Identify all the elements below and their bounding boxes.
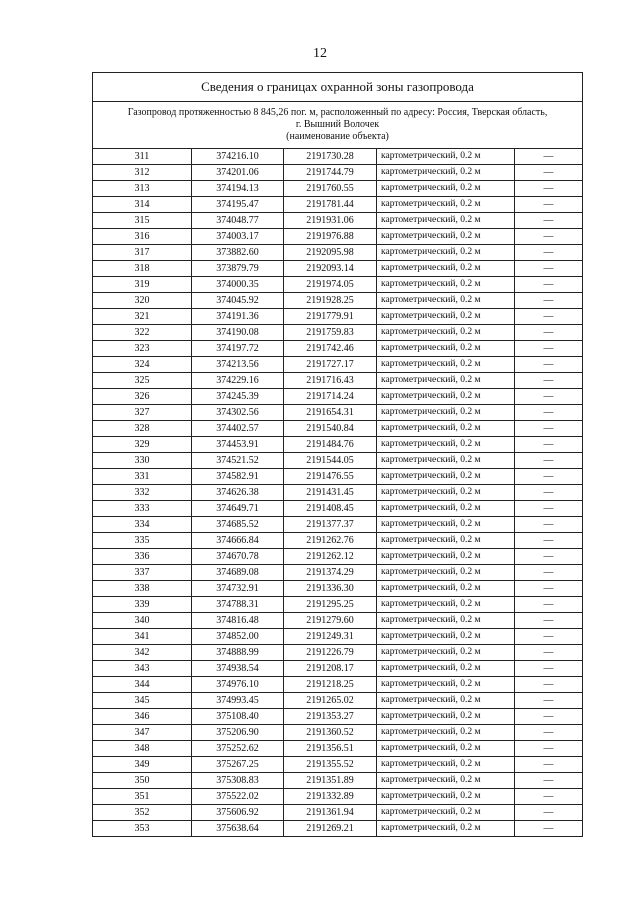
x-coordinate-cell: 374000.35 (192, 277, 284, 293)
x-coordinate-cell: 374521.52 (192, 453, 284, 469)
point-number-cell: 311 (93, 149, 192, 165)
x-coordinate-cell: 374670.78 (192, 549, 284, 565)
y-coordinate-cell: 2191295.25 (284, 597, 377, 613)
x-coordinate-cell: 375522.02 (192, 789, 284, 805)
method-accuracy-cell: картометрический, 0.2 м (377, 293, 515, 309)
method-accuracy-cell: картометрический, 0.2 м (377, 565, 515, 581)
description-cell: — (515, 677, 583, 693)
method-accuracy-cell: картометрический, 0.2 м (377, 261, 515, 277)
point-number-cell: 320 (93, 293, 192, 309)
table-row (93, 645, 583, 661)
table-row (93, 261, 583, 277)
description-cell: — (515, 325, 583, 341)
x-coordinate-cell: 374993.45 (192, 693, 284, 709)
point-number-cell: 339 (93, 597, 192, 613)
x-coordinate-cell: 374045.92 (192, 293, 284, 309)
table-row (93, 661, 583, 677)
method-accuracy-cell: картометрический, 0.2 м (377, 197, 515, 213)
table-row (93, 309, 583, 325)
point-number-cell: 342 (93, 645, 192, 661)
y-coordinate-cell: 2191931.06 (284, 213, 377, 229)
x-coordinate-cell: 374788.31 (192, 597, 284, 613)
description-cell: — (515, 549, 583, 565)
method-accuracy-cell: картометрический, 0.2 м (377, 677, 515, 693)
table-row (93, 597, 583, 613)
point-number-cell: 318 (93, 261, 192, 277)
table-row (93, 181, 583, 197)
method-accuracy-cell: картометрический, 0.2 м (377, 693, 515, 709)
point-number-cell: 327 (93, 405, 192, 421)
table-row (93, 357, 583, 373)
table-row (93, 277, 583, 293)
description-cell: — (515, 213, 583, 229)
table-row (93, 229, 583, 245)
method-accuracy-cell: картометрический, 0.2 м (377, 245, 515, 261)
method-accuracy-cell: картометрический, 0.2 м (377, 165, 515, 181)
y-coordinate-cell: 2191744.79 (284, 165, 377, 181)
method-accuracy-cell: картометрический, 0.2 м (377, 661, 515, 677)
description-cell: — (515, 389, 583, 405)
y-coordinate-cell: 2191974.05 (284, 277, 377, 293)
y-coordinate-cell: 2191353.27 (284, 709, 377, 725)
table-row (93, 581, 583, 597)
method-accuracy-cell: картометрический, 0.2 м (377, 805, 515, 821)
point-number-cell: 348 (93, 741, 192, 757)
table-row (93, 325, 583, 341)
point-number-cell: 322 (93, 325, 192, 341)
table-row (93, 165, 583, 181)
y-coordinate-cell: 2191374.29 (284, 565, 377, 581)
method-accuracy-cell: картометрический, 0.2 м (377, 405, 515, 421)
method-accuracy-cell: картометрический, 0.2 м (377, 389, 515, 405)
description-cell: — (515, 709, 583, 725)
description-cell: — (515, 485, 583, 501)
method-accuracy-cell: картометрический, 0.2 м (377, 789, 515, 805)
boundary-table (92, 72, 583, 837)
table-row (93, 533, 583, 549)
description-cell: — (515, 341, 583, 357)
method-accuracy-cell: картометрический, 0.2 м (377, 629, 515, 645)
table-row (93, 741, 583, 757)
y-coordinate-cell: 2191544.05 (284, 453, 377, 469)
x-coordinate-cell: 374938.54 (192, 661, 284, 677)
description-row (93, 102, 583, 149)
point-number-cell: 349 (93, 757, 192, 773)
y-coordinate-cell: 2191476.55 (284, 469, 377, 485)
x-coordinate-cell: 374626.38 (192, 485, 284, 501)
table-body (93, 73, 583, 837)
description-cell: — (515, 725, 583, 741)
x-coordinate-cell: 374689.08 (192, 565, 284, 581)
method-accuracy-cell: картометрический, 0.2 м (377, 821, 515, 837)
x-coordinate-cell: 374216.10 (192, 149, 284, 165)
table-row (93, 485, 583, 501)
description-cell: — (515, 805, 583, 821)
method-accuracy-cell: картометрический, 0.2 м (377, 421, 515, 437)
point-number-cell: 326 (93, 389, 192, 405)
x-coordinate-cell: 374213.56 (192, 357, 284, 373)
method-accuracy-cell: картометрический, 0.2 м (377, 741, 515, 757)
table-row (93, 757, 583, 773)
x-coordinate-cell: 374816.48 (192, 613, 284, 629)
point-number-cell: 331 (93, 469, 192, 485)
x-coordinate-cell: 374245.39 (192, 389, 284, 405)
table-row (93, 613, 583, 629)
y-coordinate-cell: 2191377.37 (284, 517, 377, 533)
description-cell: — (515, 645, 583, 661)
point-number-cell: 324 (93, 357, 192, 373)
method-accuracy-cell: картометрический, 0.2 м (377, 469, 515, 485)
x-coordinate-cell: 374190.08 (192, 325, 284, 341)
y-coordinate-cell: 2191269.21 (284, 821, 377, 837)
y-coordinate-cell: 2191976.88 (284, 229, 377, 245)
method-accuracy-cell: картометрический, 0.2 м (377, 437, 515, 453)
table-row (93, 693, 583, 709)
object-description-caption: (наименование объекта) (286, 131, 389, 142)
table-row (93, 213, 583, 229)
x-coordinate-cell: 374194.13 (192, 181, 284, 197)
method-accuracy-cell: картометрический, 0.2 м (377, 757, 515, 773)
y-coordinate-cell: 2191336.30 (284, 581, 377, 597)
point-number-cell: 344 (93, 677, 192, 693)
description-cell: — (515, 597, 583, 613)
y-coordinate-cell: 2191727.17 (284, 357, 377, 373)
description-cell: — (515, 405, 583, 421)
point-number-cell: 313 (93, 181, 192, 197)
method-accuracy-cell: картометрический, 0.2 м (377, 341, 515, 357)
description-cell: — (515, 165, 583, 181)
table-row (93, 469, 583, 485)
method-accuracy-cell: картометрический, 0.2 м (377, 613, 515, 629)
table-row (93, 293, 583, 309)
point-number-cell: 341 (93, 629, 192, 645)
table-row (93, 421, 583, 437)
x-coordinate-cell: 374191.36 (192, 309, 284, 325)
x-coordinate-cell: 374582.91 (192, 469, 284, 485)
description-cell: — (515, 517, 583, 533)
description-cell: — (515, 533, 583, 549)
y-coordinate-cell: 2191218.25 (284, 677, 377, 693)
point-number-cell: 325 (93, 373, 192, 389)
method-accuracy-cell: картометрический, 0.2 м (377, 453, 515, 469)
description-cell: — (515, 197, 583, 213)
x-coordinate-cell: 374453.91 (192, 437, 284, 453)
table-row (93, 549, 583, 565)
y-coordinate-cell: 2191654.31 (284, 405, 377, 421)
description-cell: — (515, 293, 583, 309)
point-number-cell: 338 (93, 581, 192, 597)
point-number-cell: 323 (93, 341, 192, 357)
description-cell: — (515, 277, 583, 293)
x-coordinate-cell: 374402.57 (192, 421, 284, 437)
description-cell: — (515, 629, 583, 645)
description-cell: — (515, 565, 583, 581)
description-cell: — (515, 149, 583, 165)
object-description (93, 102, 583, 149)
description-cell: — (515, 613, 583, 629)
x-coordinate-cell: 374003.17 (192, 229, 284, 245)
point-number-cell: 346 (93, 709, 192, 725)
method-accuracy-cell: картометрический, 0.2 м (377, 725, 515, 741)
x-coordinate-cell: 375267.25 (192, 757, 284, 773)
x-coordinate-cell: 374195.47 (192, 197, 284, 213)
y-coordinate-cell: 2191484.76 (284, 437, 377, 453)
y-coordinate-cell: 2191332.89 (284, 789, 377, 805)
point-number-cell: 352 (93, 805, 192, 821)
description-cell: — (515, 421, 583, 437)
method-accuracy-cell: картометрический, 0.2 м (377, 597, 515, 613)
x-coordinate-cell: 374649.71 (192, 501, 284, 517)
table-row (93, 517, 583, 533)
point-number-cell: 332 (93, 485, 192, 501)
table-row (93, 501, 583, 517)
description-cell: — (515, 453, 583, 469)
x-coordinate-cell: 374666.84 (192, 533, 284, 549)
y-coordinate-cell: 2191742.46 (284, 341, 377, 357)
table-row (93, 629, 583, 645)
table-row (93, 725, 583, 741)
table-row (93, 245, 583, 261)
point-number-cell: 333 (93, 501, 192, 517)
point-number-cell: 337 (93, 565, 192, 581)
x-coordinate-cell: 374732.91 (192, 581, 284, 597)
description-cell: — (515, 229, 583, 245)
y-coordinate-cell: 2191226.79 (284, 645, 377, 661)
table-row (93, 709, 583, 725)
method-accuracy-cell: картометрический, 0.2 м (377, 229, 515, 245)
object-description-line2: г. Вышний Волочек (295, 119, 380, 130)
point-number-cell: 321 (93, 309, 192, 325)
point-number-cell: 351 (93, 789, 192, 805)
y-coordinate-cell: 2191361.94 (284, 805, 377, 821)
x-coordinate-cell: 375308.83 (192, 773, 284, 789)
y-coordinate-cell: 2191351.89 (284, 773, 377, 789)
y-coordinate-cell: 2191716.43 (284, 373, 377, 389)
x-coordinate-cell: 374976.10 (192, 677, 284, 693)
method-accuracy-cell: картометрический, 0.2 м (377, 149, 515, 165)
point-number-cell: 314 (93, 197, 192, 213)
description-cell: — (515, 821, 583, 837)
method-accuracy-cell: картометрический, 0.2 м (377, 373, 515, 389)
description-cell: — (515, 581, 583, 597)
y-coordinate-cell: 2191208.17 (284, 661, 377, 677)
x-coordinate-cell: 374302.56 (192, 405, 284, 421)
y-coordinate-cell: 2191265.02 (284, 693, 377, 709)
y-coordinate-cell: 2191262.12 (284, 549, 377, 565)
table-row (93, 805, 583, 821)
x-coordinate-cell: 374852.00 (192, 629, 284, 645)
y-coordinate-cell: 2191360.52 (284, 725, 377, 741)
method-accuracy-cell: картометрический, 0.2 м (377, 581, 515, 597)
method-accuracy-cell: картометрический, 0.2 м (377, 485, 515, 501)
y-coordinate-cell: 2191730.28 (284, 149, 377, 165)
object-description-line1: Газопровод протяженностью 8 845,26 пог. м, расположенный по адресу: Россия, Тверская область, (127, 107, 548, 118)
table-row (93, 565, 583, 581)
point-number-cell: 329 (93, 437, 192, 453)
point-number-cell: 353 (93, 821, 192, 837)
description-cell: — (515, 357, 583, 373)
method-accuracy-cell: картометрический, 0.2 м (377, 709, 515, 725)
description-cell: — (515, 501, 583, 517)
table-title: Сведения о границах охранной зоны газопровода (93, 73, 583, 102)
method-accuracy-cell: картометрический, 0.2 м (377, 213, 515, 229)
description-cell: — (515, 773, 583, 789)
y-coordinate-cell: 2191249.31 (284, 629, 377, 645)
x-coordinate-cell: 375206.90 (192, 725, 284, 741)
page-number: 12 (313, 46, 327, 61)
description-cell: — (515, 261, 583, 277)
description-cell: — (515, 469, 583, 485)
method-accuracy-cell: картометрический, 0.2 м (377, 277, 515, 293)
table-row (93, 821, 583, 837)
point-number-cell: 316 (93, 229, 192, 245)
x-coordinate-cell: 373882.60 (192, 245, 284, 261)
table-row (93, 405, 583, 421)
description-cell: — (515, 693, 583, 709)
point-number-cell: 319 (93, 277, 192, 293)
table-row (93, 341, 583, 357)
y-coordinate-cell: 2191408.45 (284, 501, 377, 517)
method-accuracy-cell: картометрический, 0.2 м (377, 549, 515, 565)
point-number-cell: 335 (93, 533, 192, 549)
point-number-cell: 343 (93, 661, 192, 677)
table-row (93, 773, 583, 789)
description-cell: — (515, 757, 583, 773)
table-row (93, 453, 583, 469)
description-cell: — (515, 661, 583, 677)
y-coordinate-cell: 2191928.25 (284, 293, 377, 309)
method-accuracy-cell: картометрический, 0.2 м (377, 325, 515, 341)
point-number-cell: 345 (93, 693, 192, 709)
y-coordinate-cell: 2191355.52 (284, 757, 377, 773)
title-row (93, 73, 583, 102)
y-coordinate-cell: 2191779.91 (284, 309, 377, 325)
point-number-cell: 317 (93, 245, 192, 261)
x-coordinate-cell: 374229.16 (192, 373, 284, 389)
point-number-cell: 334 (93, 517, 192, 533)
x-coordinate-cell: 374685.52 (192, 517, 284, 533)
x-coordinate-cell: 374201.06 (192, 165, 284, 181)
table-row (93, 197, 583, 213)
y-coordinate-cell: 2191356.51 (284, 741, 377, 757)
description-cell: — (515, 309, 583, 325)
table-row (93, 789, 583, 805)
table-row (93, 373, 583, 389)
point-number-cell: 340 (93, 613, 192, 629)
description-cell: — (515, 741, 583, 757)
x-coordinate-cell: 375108.40 (192, 709, 284, 725)
y-coordinate-cell: 2191781.44 (284, 197, 377, 213)
x-coordinate-cell: 375638.64 (192, 821, 284, 837)
description-cell: — (515, 181, 583, 197)
point-number-cell: 330 (93, 453, 192, 469)
table-row (93, 149, 583, 165)
table-row (93, 677, 583, 693)
x-coordinate-cell: 374888.99 (192, 645, 284, 661)
y-coordinate-cell: 2191759.83 (284, 325, 377, 341)
point-number-cell: 328 (93, 421, 192, 437)
description-cell: — (515, 789, 583, 805)
description-cell: — (515, 437, 583, 453)
method-accuracy-cell: картометрический, 0.2 м (377, 517, 515, 533)
y-coordinate-cell: 2191540.84 (284, 421, 377, 437)
method-accuracy-cell: картометрический, 0.2 м (377, 181, 515, 197)
description-cell: — (515, 245, 583, 261)
y-coordinate-cell: 2192095.98 (284, 245, 377, 261)
table-row (93, 389, 583, 405)
y-coordinate-cell: 2191714.24 (284, 389, 377, 405)
method-accuracy-cell: картометрический, 0.2 м (377, 309, 515, 325)
y-coordinate-cell: 2192093.14 (284, 261, 377, 277)
point-number-cell: 312 (93, 165, 192, 181)
table-row (93, 437, 583, 453)
x-coordinate-cell: 375606.92 (192, 805, 284, 821)
x-coordinate-cell: 374197.72 (192, 341, 284, 357)
y-coordinate-cell: 2191760.55 (284, 181, 377, 197)
y-coordinate-cell: 2191279.60 (284, 613, 377, 629)
point-number-cell: 336 (93, 549, 192, 565)
method-accuracy-cell: картометрический, 0.2 м (377, 645, 515, 661)
method-accuracy-cell: картометрический, 0.2 м (377, 773, 515, 789)
x-coordinate-cell: 375252.62 (192, 741, 284, 757)
method-accuracy-cell: картометрический, 0.2 м (377, 501, 515, 517)
x-coordinate-cell: 373879.79 (192, 261, 284, 277)
description-cell: — (515, 373, 583, 389)
x-coordinate-cell: 374048.77 (192, 213, 284, 229)
method-accuracy-cell: картометрический, 0.2 м (377, 533, 515, 549)
point-number-cell: 350 (93, 773, 192, 789)
y-coordinate-cell: 2191431.45 (284, 485, 377, 501)
point-number-cell: 315 (93, 213, 192, 229)
y-coordinate-cell: 2191262.76 (284, 533, 377, 549)
point-number-cell: 347 (93, 725, 192, 741)
method-accuracy-cell: картометрический, 0.2 м (377, 357, 515, 373)
